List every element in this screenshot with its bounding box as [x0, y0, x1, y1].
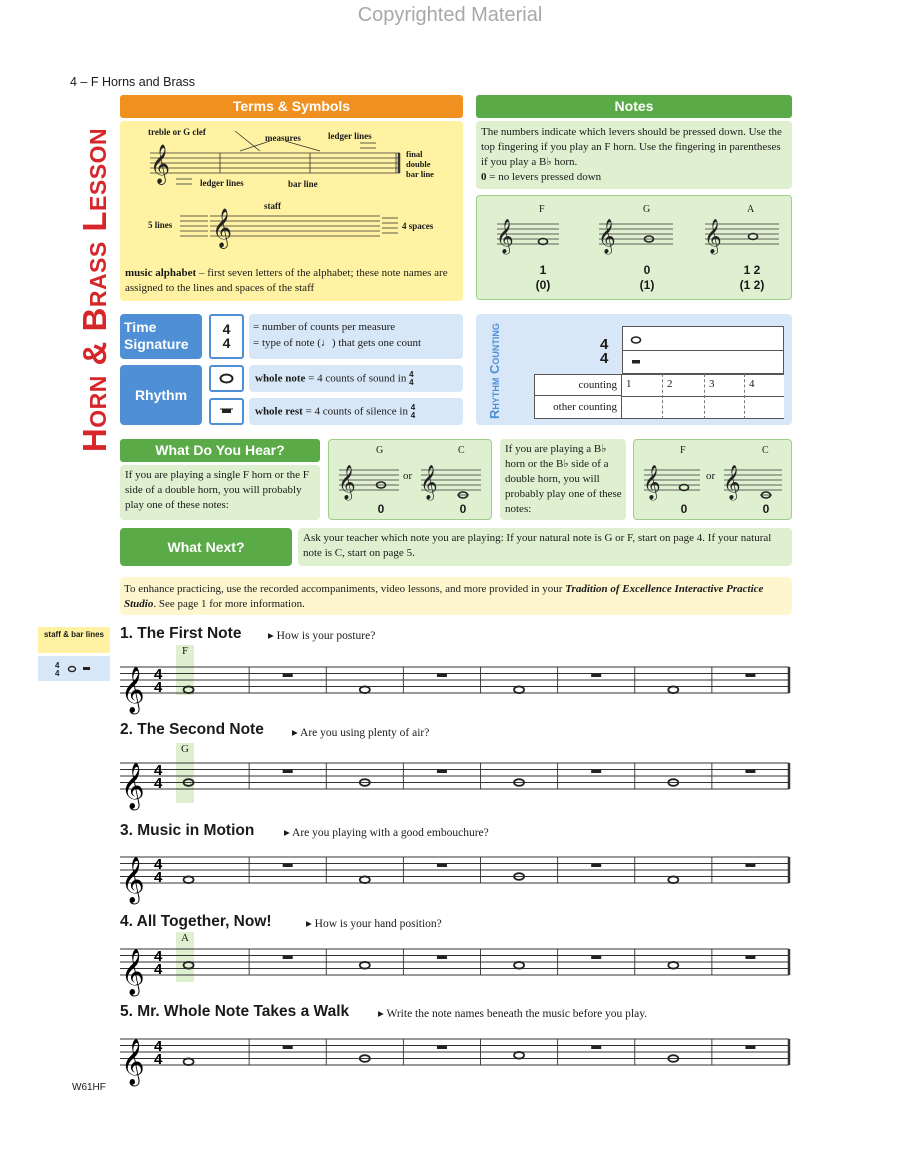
- hear-bb-fing-f: 0: [680, 502, 688, 516]
- exercise-4-newnote: A: [176, 932, 194, 982]
- whole-rest-icon: [437, 956, 447, 960]
- hear-f-text-panel: [120, 465, 320, 520]
- hear-f-note-g: G: [376, 445, 384, 456]
- whole-rest-icon: [283, 864, 293, 868]
- treble-clef-icon: 𝄞: [121, 763, 145, 809]
- treble-clef-icon: 𝄞: [121, 1039, 145, 1085]
- fingering-a: 1 2: [743, 263, 761, 277]
- whole-rest-icon: [591, 1046, 601, 1050]
- whole-rest-icon: [745, 864, 755, 868]
- time-signature-digit: 4: [154, 948, 163, 965]
- whole-rest-icon: [437, 674, 447, 678]
- fingering-f-bb: (0): [535, 278, 551, 292]
- hear-f-text: If you are playing a single F horn or the F side of a double horn, you will probably play one of these notes:: [125, 469, 309, 511]
- page-header: 4 – F Horns and Brass: [70, 75, 196, 89]
- whole-note-icon: [514, 686, 524, 693]
- notes-zero-key: [481, 170, 601, 185]
- exercise-2-tip: ▸ Are you using plenty of air?: [292, 727, 430, 739]
- hear-bb-note-c: C: [762, 445, 769, 456]
- fingering-g: 0: [643, 263, 651, 277]
- whole-rest-icon: [283, 770, 293, 774]
- sidebar-symbol: [38, 656, 110, 681]
- whole-note-icon-box: [209, 365, 244, 392]
- whole-rest-icon: [437, 864, 447, 868]
- treble-clef-icon: 𝄞: [121, 949, 145, 995]
- terms-header: Terms & Symbols: [120, 95, 463, 118]
- whole-rest-term: whole rest: [255, 405, 303, 418]
- rhythm-counting-panel: [476, 314, 792, 425]
- time-sig-icon-box: 4 4: [209, 314, 244, 359]
- time-signature-digit: 4: [154, 1038, 163, 1055]
- what-next-panel: [298, 528, 792, 566]
- time-sig-top-desc: = number of counts per measure: [253, 321, 396, 333]
- exercise-3-staff: [120, 856, 789, 905]
- rhythm-counting-timesig: 4 4: [600, 336, 609, 367]
- practice-text2: . See page 1 for more information.: [153, 598, 305, 610]
- time-signature-digit: 4: [154, 869, 163, 886]
- whole-rest-icon: [283, 1046, 293, 1050]
- whole-rest-icon: [745, 770, 755, 774]
- count-1: 1: [626, 378, 632, 390]
- whole-note-icon: [668, 962, 678, 969]
- label-staff: staff: [264, 201, 281, 211]
- time-sig-bottom-desc: = type of note (♩) that gets one count: [253, 337, 422, 349]
- exercise-1-title: 1. The First Note: [120, 625, 242, 642]
- whole-rest-icon: [591, 770, 601, 774]
- practice-note: [124, 582, 788, 612]
- whole-note-term: whole note: [255, 372, 306, 385]
- time-sig-desc-panel: [249, 314, 463, 359]
- notes-intro: The numbers indicate which levers should be pressed down. Use the top fingering if you play an F horn. Use the fingering in parentheses if you play a B♭ horn.: [481, 126, 782, 168]
- whole-note-icon: [184, 1058, 194, 1065]
- whole-note-icon: [514, 779, 524, 786]
- hear-bb-or: or: [706, 470, 716, 482]
- whole-note-icon: [668, 876, 678, 883]
- exercise-4-staff: [120, 948, 789, 997]
- exercise-1-tip: ▸ How is your posture?: [268, 630, 376, 642]
- label-ledger-lines-bottom: ledger lines: [200, 178, 244, 188]
- whole-note-icon: [514, 873, 524, 880]
- treble-clef-icon: 𝄞: [704, 219, 722, 254]
- time-signature-digit: 4: [154, 679, 163, 696]
- terms-panel: [120, 121, 463, 301]
- svg-text:4: 4: [55, 661, 60, 670]
- exercise-3-title: 3. Music in Motion: [120, 822, 255, 839]
- time-signature-digit: 4: [154, 666, 163, 683]
- label-measures: measures: [265, 133, 301, 143]
- zero-def: = no levers pressed down: [486, 171, 602, 183]
- note-name-f: F: [539, 204, 545, 215]
- music-alphabet-def: – first seven letters of the alphabet; these note names are assigned to the lines and spaces of the staff: [125, 267, 448, 294]
- treble-clef-icon: 𝄞: [598, 219, 616, 254]
- whole-note-def: = 4 counts of sound in: [305, 372, 407, 385]
- notes-header: Notes: [476, 95, 792, 118]
- what-next-text: What Next?: [167, 539, 245, 555]
- other-counting-row-label: other counting: [534, 396, 622, 419]
- label-four-spaces: 4 spaces: [402, 221, 434, 231]
- practice-note-panel: [120, 577, 792, 615]
- time-signature-text: Time Signature: [124, 319, 189, 352]
- fingering-a-bb: (1 2): [739, 278, 765, 292]
- exercise-5-staff: [120, 1038, 789, 1087]
- treble-clef-icon: 𝄞: [150, 144, 171, 184]
- whole-rest-icon: [591, 956, 601, 960]
- time-signature-digit: 4: [154, 762, 163, 779]
- practice-text1: To enhance practicing, use the recorded accompaniments, video lessons, and more provided in your: [124, 583, 566, 595]
- hear-bb-fing-c: 0: [762, 502, 770, 516]
- notes-intro-panel: [476, 121, 792, 189]
- whole-rest-desc: whole rest = 4 counts of silence in 4 4: [255, 403, 416, 420]
- hear-f-note-c: C: [458, 445, 465, 456]
- hear-bb-notes-panel: [633, 439, 792, 520]
- note-name-g: G: [643, 204, 651, 215]
- whole-rest-def: = 4 counts of silence in: [302, 405, 408, 418]
- rhythm-row-note: [622, 326, 784, 351]
- treble-clef-icon: 𝄞: [338, 465, 356, 500]
- time-signature-label: [120, 314, 202, 359]
- label-ledger-lines-top: ledger lines: [328, 131, 372, 141]
- watermark: Copyrighted Material: [357, 4, 543, 26]
- notes-fingering-panel: [476, 195, 792, 300]
- counting-row-label: counting: [534, 374, 622, 396]
- whole-note-icon: [221, 375, 233, 383]
- what-do-you-hear-header: What Do You Hear?: [120, 439, 320, 462]
- fingering-f: 1: [539, 263, 547, 277]
- exercise-2-title: 2. The Second Note: [120, 721, 264, 738]
- treble-clef-icon: 𝄞: [212, 208, 233, 248]
- whole-rest-icon: [83, 667, 90, 670]
- hear-bb-note-f: F: [680, 445, 686, 456]
- whole-note-icon: [360, 1055, 370, 1062]
- note-name-a: A: [747, 204, 755, 215]
- exercise-1-newnote: F: [176, 645, 194, 695]
- lesson-title: Horn & Brass Lesson: [76, 127, 113, 453]
- whole-rest-icon-box: [209, 398, 244, 425]
- whole-rest-icon: [222, 409, 231, 413]
- what-next-label: [120, 528, 292, 566]
- whole-rest-icon: [437, 770, 447, 774]
- time-signature-digit: 4: [154, 856, 163, 873]
- exercise-1-staff: [120, 666, 789, 715]
- whole-rest-icon: [283, 956, 293, 960]
- whole-rest-icon: [437, 1046, 447, 1050]
- treble-clef-icon: 𝄞: [723, 465, 741, 500]
- label-treble-clef: treble or G clef: [148, 127, 206, 137]
- whole-rest-icon: [591, 674, 601, 678]
- treble-clef-icon: 𝄞: [496, 219, 514, 254]
- whole-note-icon: [360, 962, 370, 969]
- whole-note-desc-panel: [249, 365, 463, 392]
- whole-rest-desc-panel: [249, 398, 463, 425]
- whole-note-desc: whole note = 4 counts of sound in 4 4: [255, 370, 414, 387]
- label-five-lines: 5 lines: [148, 220, 173, 230]
- rhythm-row-rest: [622, 351, 784, 374]
- whole-note-icon: [360, 686, 370, 693]
- whole-rest-icon: [745, 674, 755, 678]
- treble-clef-icon: 𝄞: [121, 667, 145, 713]
- treble-clef-icon: 𝄞: [420, 465, 438, 500]
- fingering-staves: [477, 196, 793, 266]
- whole-note-icon: [360, 876, 370, 883]
- whole-rest-icon: [745, 956, 755, 960]
- music-alphabet-term: music alphabet: [125, 267, 197, 279]
- rhythm-counting-label: Rhythm Counting: [487, 323, 502, 419]
- time-signature-digit: 4: [154, 1051, 163, 1068]
- label-bar-line: bar line: [288, 179, 318, 189]
- exercise-5-tip: ▸ Write the note names beneath the music before you play.: [378, 1008, 648, 1020]
- fingering-g-bb: (1): [639, 278, 655, 292]
- whole-note-icon: [668, 686, 678, 693]
- whole-note-icon: [184, 876, 194, 883]
- sidebar-tag: staff & bar lines: [38, 627, 110, 653]
- hear-f-notes-panel: [328, 439, 492, 520]
- hear-f-fing-c: 0: [459, 502, 467, 516]
- hear-f-or: or: [403, 470, 413, 482]
- hear-bb-text-panel: [500, 439, 626, 520]
- whole-note-icon: [668, 1055, 678, 1062]
- exercise-2-newnote: G: [176, 743, 194, 803]
- rhythm-label: [120, 365, 202, 425]
- hear-bb-text: If you are playing a B♭ horn or the B♭ side of a double horn, you will probably play one of these notes:: [505, 443, 622, 515]
- whole-rest-icon: [283, 674, 293, 678]
- whole-note-icon: [632, 337, 641, 343]
- count-3: 3: [709, 378, 715, 390]
- whole-note-icon: [514, 962, 524, 969]
- count-4: 4: [749, 378, 755, 390]
- whole-rest-icon: [591, 864, 601, 868]
- time-signature-digit: 4: [154, 775, 163, 792]
- whole-note-icon: [69, 667, 76, 672]
- footer-code: W61HF: [72, 1082, 106, 1093]
- count-2: 2: [667, 378, 673, 390]
- what-next-desc: Ask your teacher which note you are playing: If your natural note is G or F, start on page 4. If your natural note is C, start on page 5.: [303, 532, 772, 559]
- whole-rest-icon: [745, 1046, 755, 1050]
- whole-note-icon: [514, 1052, 524, 1059]
- time-signature-digit: 4: [154, 961, 163, 978]
- treble-clef-icon: 𝄞: [121, 857, 145, 903]
- treble-clef-icon: 𝄞: [643, 465, 661, 500]
- exercise-4-title: 4. All Together, Now!: [120, 913, 272, 930]
- rhythm-text: Rhythm: [134, 387, 188, 403]
- whole-note-icon: [668, 779, 678, 786]
- zero-key: 0: [481, 171, 487, 183]
- hear-f-fing-g: 0: [377, 502, 385, 516]
- label-final-bar: final double bar line: [406, 149, 434, 179]
- exercise-3-tip: ▸ Are you playing with a good embouchure?: [284, 827, 489, 839]
- whole-note-icon: [360, 779, 370, 786]
- exercise-5-title: 5. Mr. Whole Note Takes a Walk: [120, 1003, 350, 1020]
- exercise-2-staff: [120, 762, 789, 811]
- exercise-4-tip: ▸ How is your hand position?: [306, 918, 442, 930]
- whole-rest-icon: [632, 360, 640, 364]
- practice-product: Tradition of Excellence Interactive Practice Studio: [124, 583, 764, 610]
- svg-text:4: 4: [55, 669, 60, 678]
- music-alphabet-text: [125, 266, 457, 296]
